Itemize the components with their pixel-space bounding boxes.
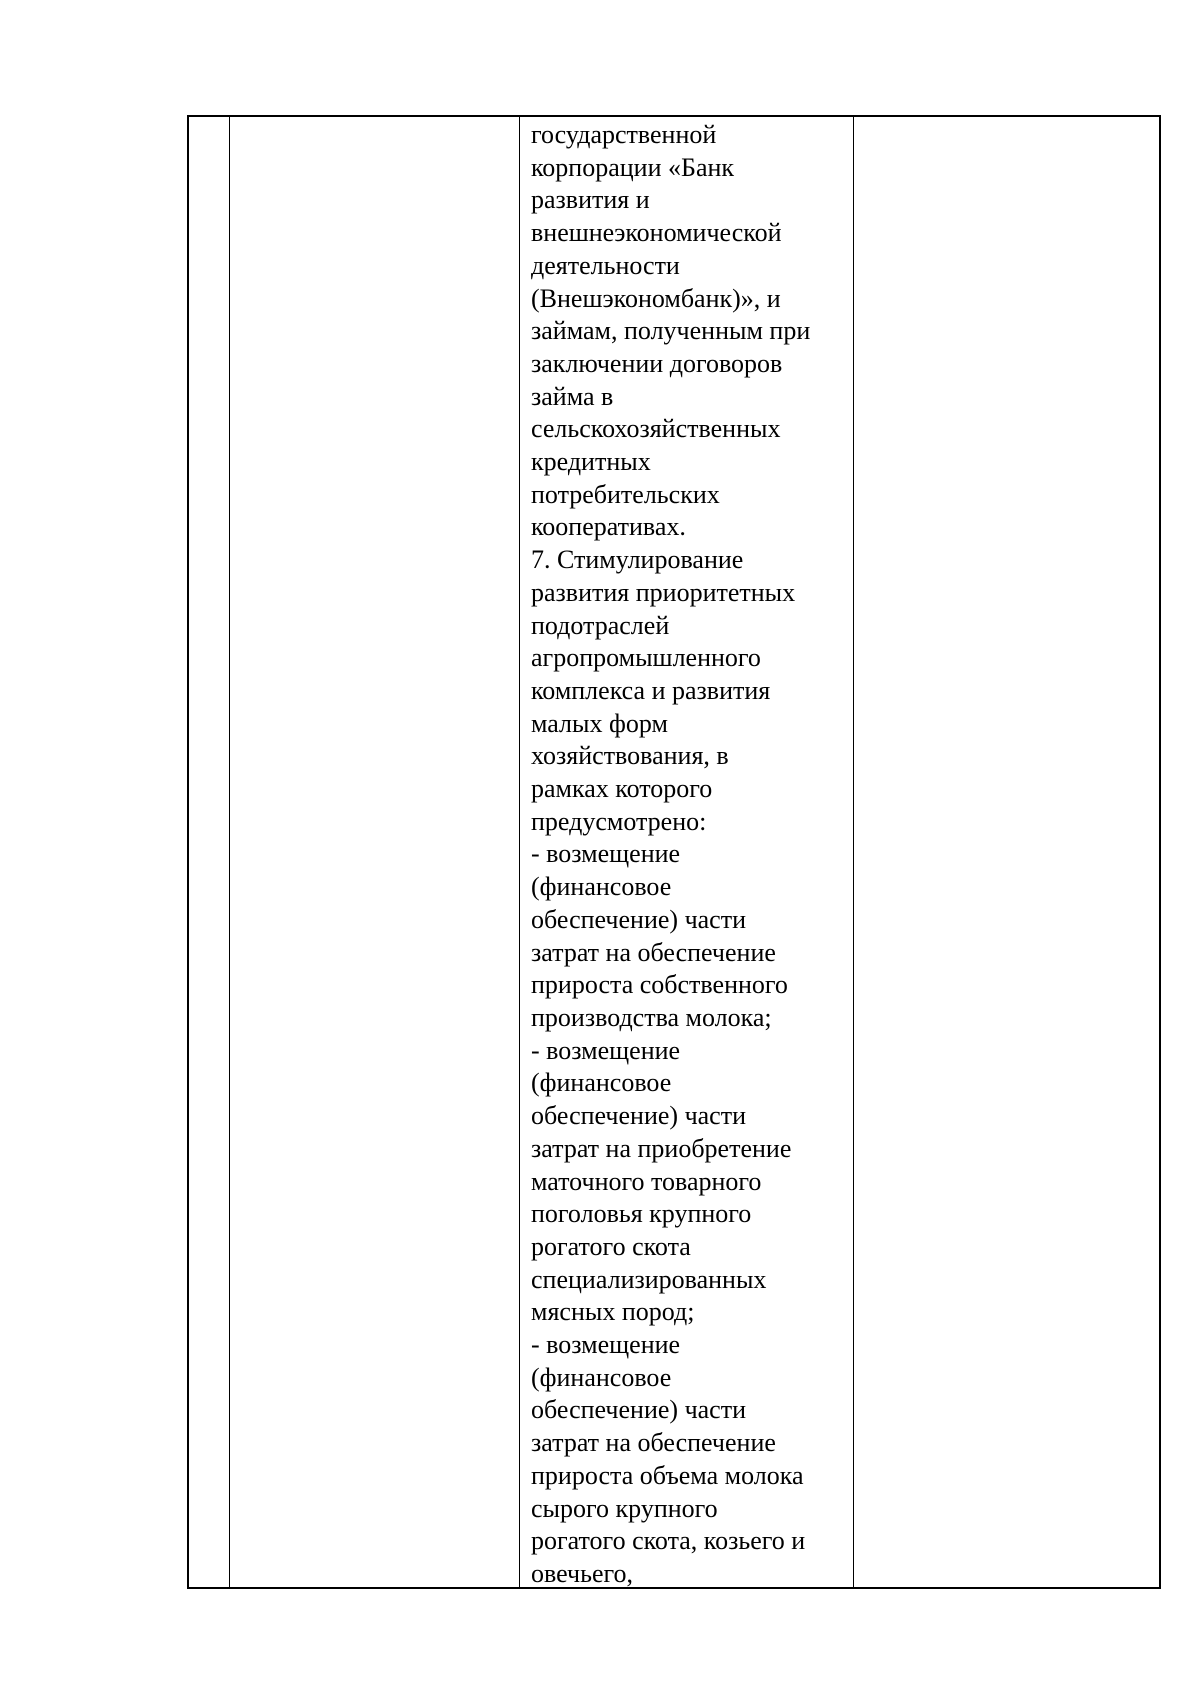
description-line: сельскохозяйственных	[531, 414, 781, 444]
description-line: прироста объема молока	[531, 1460, 804, 1490]
description-line: хозяйствования, в	[531, 741, 729, 771]
description-line: поголовья крупного	[531, 1199, 752, 1229]
description-line: развития и	[531, 185, 650, 215]
description-line: подотраслей	[531, 610, 670, 640]
table-cell-notes	[854, 117, 1159, 1587]
description-line: заключении договоров	[531, 348, 783, 378]
table-cell-number	[189, 117, 230, 1587]
description-line: - возмещение	[531, 1330, 681, 1360]
description-line: рогатого скота, козьего и	[531, 1526, 806, 1556]
description-line: - возмещение	[531, 839, 681, 869]
description-line: (Внешэкономбанк)», и	[531, 283, 781, 313]
description-line: затрат на обеспечение	[531, 1428, 776, 1458]
description-line: рогатого скота	[531, 1231, 691, 1261]
description-line: развития приоритетных	[531, 577, 796, 607]
description-line: кооперативах.	[531, 512, 686, 542]
description-line: комплекса и развития	[531, 675, 771, 705]
description-line: государственной	[531, 120, 717, 149]
description-line: кредитных	[531, 447, 651, 477]
table-row	[187, 115, 1161, 1589]
description-line: производства молока;	[531, 1002, 772, 1032]
description-line: овечьего,	[531, 1558, 634, 1588]
description-line: предусмотрено:	[531, 806, 707, 836]
description-line: внешнеэкономической	[531, 218, 782, 248]
description-line: агропромышленного	[531, 643, 761, 673]
description-line: специализированных	[531, 1264, 767, 1294]
description-line: прироста собственного	[531, 970, 788, 1000]
description-line: затрат на обеспечение	[531, 937, 776, 967]
description-line: обеспечение) части	[531, 1395, 746, 1425]
description-line: затрат на приобретение	[531, 1133, 792, 1163]
description-line: потребительских	[531, 479, 720, 509]
description-line: сырого крупного	[531, 1493, 718, 1523]
table-cell-description	[520, 117, 854, 1587]
description-line: мясных пород;	[531, 1297, 695, 1327]
description-line: - возмещение	[531, 1035, 681, 1065]
description-line: обеспечение) части	[531, 1101, 746, 1131]
description-line: деятельности	[531, 250, 680, 280]
description-line: обеспечение) части	[531, 904, 746, 934]
description-line: займа в	[531, 381, 614, 411]
description-line: (финансовое	[531, 1068, 672, 1098]
description-line: (финансовое	[531, 872, 672, 902]
description-line: корпорации «Банк	[531, 152, 735, 182]
description-line: (финансовое	[531, 1362, 672, 1392]
table-cell-name	[230, 117, 520, 1587]
description-line: 7. Стимулирование	[531, 545, 744, 575]
description-line: малых форм	[531, 708, 668, 738]
description-line: рамках которого	[531, 774, 713, 804]
description-line: маточного товарного	[531, 1166, 762, 1196]
description-line: займам, полученным при	[531, 316, 811, 346]
